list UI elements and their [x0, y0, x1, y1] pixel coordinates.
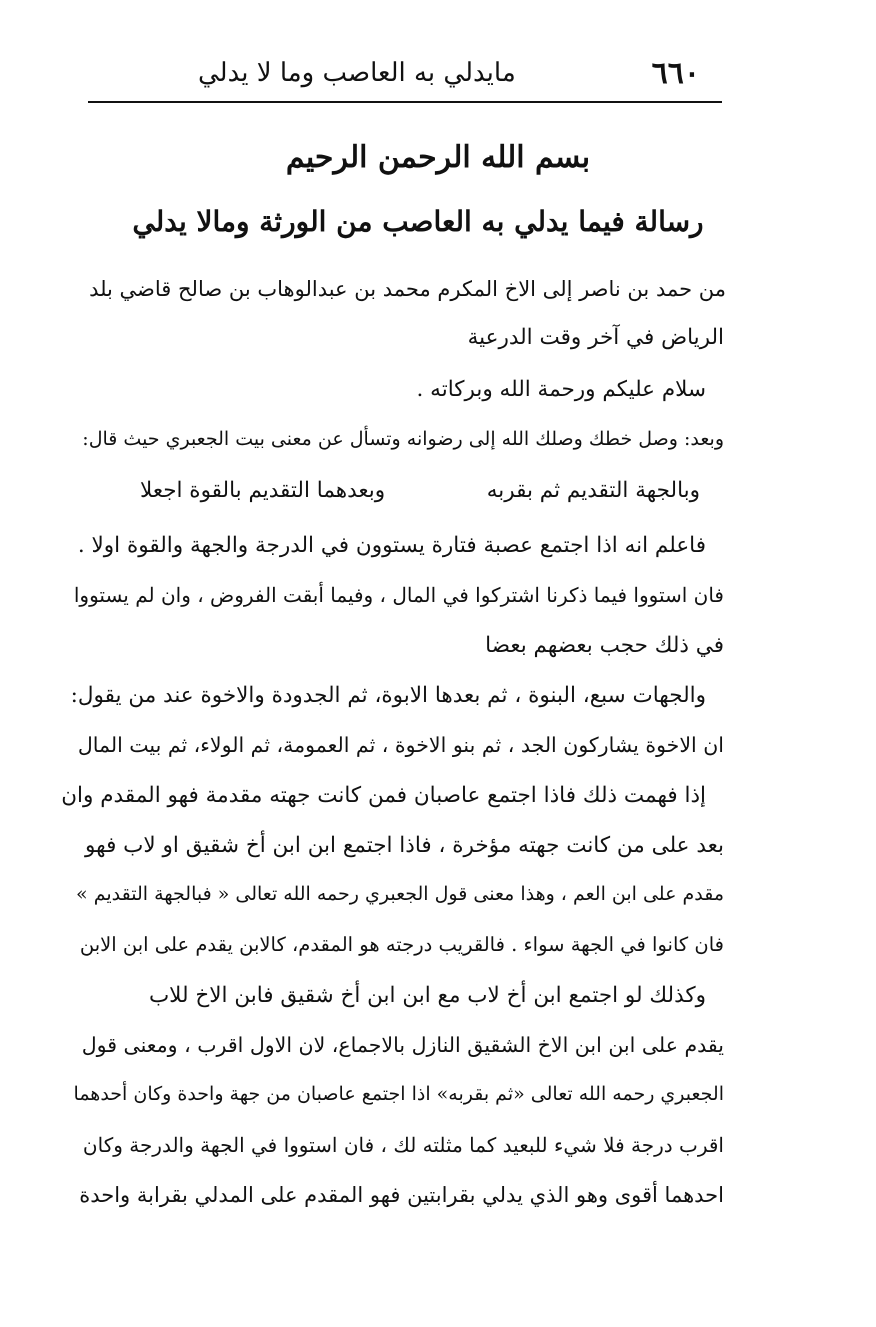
text-line: إذا فهمت ذلك فاذا اجتمع عاصبان فمن كانت جهته مقدمة فهو المقدم وان — [61, 783, 706, 808]
verse-hemistich-left: وبعدهما التقديم بالقوة اجعلا — [140, 478, 386, 503]
text-line: اقرب درجة فلا شيء للبعيد كما مثلته لك ، فان استووا في الجهة والدرجة وكان — [82, 1133, 724, 1157]
text-line: احدهما أقوى وهو الذي يدلي بقرابتين فهو المقدم على المدلي بقرابة واحدة — [79, 1183, 724, 1207]
text-line: بعد على من كانت جهته مؤخرة ، فاذا اجتمع ابن ابن أخ شقيق او لاب فهو — [85, 833, 724, 858]
text-line: ان الاخوة يشاركون الجد ، ثم بنو الاخوة ، ثم العمومة، ثم الولاء، ثم بيت المال — [77, 733, 724, 757]
epistle-title: رسالة فيما يدلي به العاصب من الورثة ومالا يدلي — [132, 205, 704, 238]
poem-verse — [140, 478, 700, 503]
verse-hemistich-right: وبالجهة التقديم ثم بقربه — [486, 478, 700, 503]
text-line: فان كانوا في الجهة سواء . فالقريب درجته هو المقدم، كالابن يقدم على ابن الابن — [79, 933, 724, 956]
text-line: الرياض في آخر وقت الدرعية — [467, 325, 724, 350]
basmala: بسم الله الرحمن الرحيم — [285, 140, 591, 175]
text-line: فان استووا فيما ذكرنا اشتركوا في المال ، وفيما أبقت الفروض ، وان لم يستووا — [73, 583, 724, 607]
text-line: سلام عليكم ورحمة الله وبركاته . — [416, 377, 706, 402]
header-rule — [88, 101, 722, 103]
text-line: في ذلك حجب بعضهم بعضا — [485, 633, 724, 658]
text-line: مقدم على ابن العم ، وهذا معنى قول الجعبري رحمه الله تعالى « فبالجهة التقديم » — [76, 883, 724, 905]
text-line: من حمد بن ناصر إلى الاخ المكرم محمد بن عبدالوهاب بن صالح قاضي بلد — [89, 277, 726, 301]
text-line: وكذلك لو اجتمع ابن أخ لاب مع ابن ابن أخ شقيق فابن الاخ للاب — [148, 983, 706, 1008]
text-line: والجهات سبع، البنوة ، ثم بعدها الابوة، ثم الجدودة والاخوة عند من يقول: — [70, 683, 706, 708]
text-line: يقدم على ابن ابن الاخ الشقيق النازل بالاجماع، لان الاول اقرب ، ومعنى قول — [81, 1033, 724, 1057]
running-title: مايدلي به العاصب وما لا يدلي — [198, 58, 516, 88]
text-line: وبعد: وصل خطك وصلك الله إلى رضوانه وتسأل عن معنى بيت الجعبري حيث قال: — [82, 428, 724, 450]
text-line: فاعلم انه اذا اجتمع عصبة فتارة يستوون في الدرجة والجهة والقوة اولا . — [77, 533, 706, 558]
page-header — [88, 48, 722, 98]
page-number: ٦٦٠ — [651, 55, 700, 91]
text-line: الجعبري رحمه الله تعالى «ثم بقربه» اذا اجتمع عاصبان من جهة واحدة وكان أحدهما — [73, 1083, 724, 1105]
